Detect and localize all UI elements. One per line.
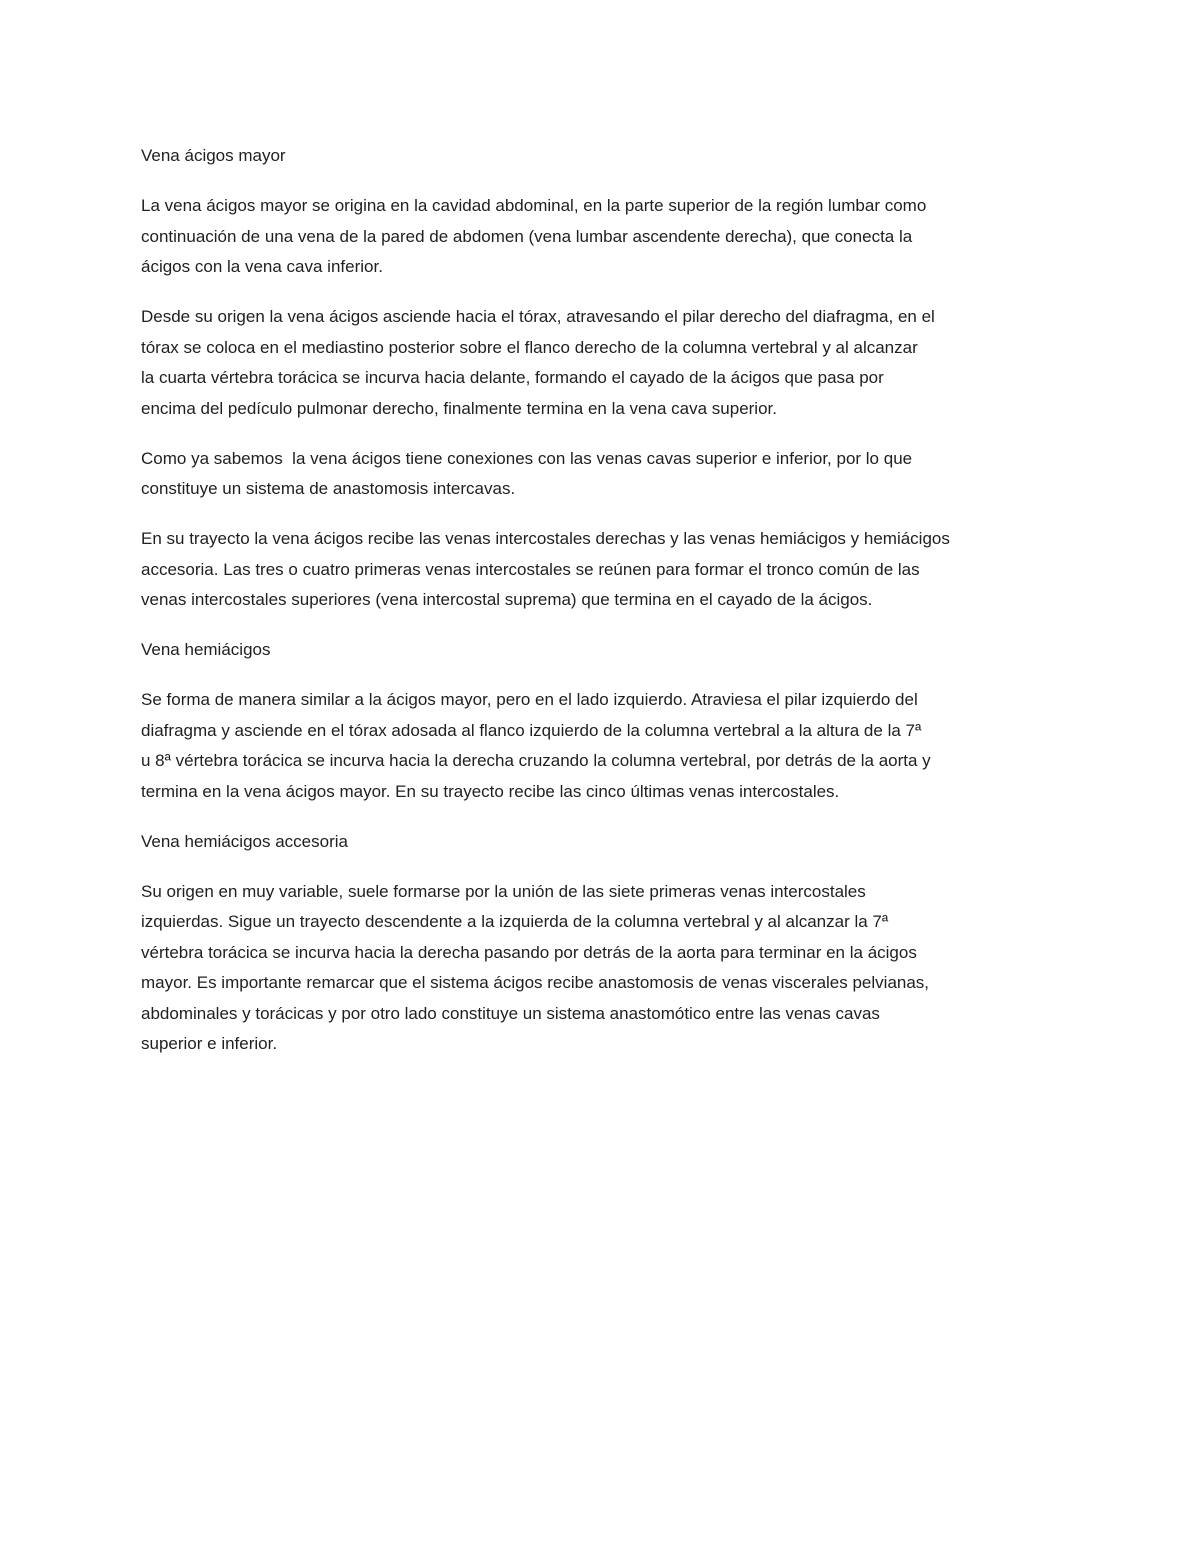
text-line: Se forma de manera similar a la ácigos mayor, pero en el lado izquierdo. Atraviesa el pilar izquierdo del bbox=[141, 690, 918, 709]
text-line: mayor. Es importante remarcar que el sistema ácigos recibe anastomosis de venas viscerales pelvianas, bbox=[141, 973, 930, 992]
text-line: superior e inferior. bbox=[141, 1034, 278, 1053]
section-heading-hemiacigos bbox=[141, 635, 1066, 666]
text-line: La vena ácigos mayor se origina en la cavidad abdominal, en la parte superior de la región lumbar como bbox=[141, 196, 927, 215]
text-line: En su trayecto la vena ácigos recibe las venas intercostales derechas y las venas hemiácigos y hemiácigos bbox=[141, 529, 950, 548]
paragraph-hemiacigos-accesoria bbox=[141, 877, 1066, 1060]
paragraph-conexiones bbox=[141, 444, 1066, 505]
text-line: accesoria. Las tres o cuatro primeras venas intercostales se reúnen para formar el tronco común de las bbox=[141, 559, 920, 579]
heading-text: Vena hemiácigos accesoria bbox=[141, 831, 348, 851]
document-body bbox=[141, 141, 1066, 1079]
paragraph-hemiacigos bbox=[141, 685, 1066, 807]
text-line: Como ya sabemos la vena ácigos tiene conexiones con las venas cavas superior e inferior, por lo que bbox=[141, 448, 913, 468]
text-line: continuación de una vena de la pared de abdomen (vena lumbar ascendente derecha), que conecta la bbox=[141, 226, 913, 246]
text-line: la cuarta vértebra torácica se incurva hacia delante, formando el cayado de la ácigos que pasa por bbox=[141, 368, 884, 387]
text-line: encima del pedículo pulmonar derecho, finalmente termina en la vena cava superior. bbox=[141, 398, 777, 418]
paragraph-trayecto-torax bbox=[141, 302, 1066, 424]
text-line: Su origen en muy variable, suele formarse por la unión de las siete primeras venas intercostales bbox=[141, 881, 866, 901]
text-line: izquierdas. Sigue un trayecto descendente a la izquierda de la columna vertebral y al alcanzar la 7ª bbox=[141, 912, 889, 931]
text-line: venas intercostales superiores (vena intercostal suprema) que termina en el cayado de la ácigos. bbox=[141, 590, 873, 609]
text-line: abdominales y torácicas y por otro lado constituye un sistema anastomótico entre las venas cavas bbox=[141, 1003, 880, 1023]
text-line: ácigos con la vena cava inferior. bbox=[141, 257, 383, 276]
heading-text: Vena hemiácigos bbox=[141, 640, 271, 659]
text-line: tórax se coloca en el mediastino posterior sobre el flanco derecho de la columna vertebral y al alcanzar bbox=[141, 337, 918, 357]
paragraph-afluentes bbox=[141, 524, 1066, 616]
text-line: vértebra torácica se incurva hacia la derecha pasando por detrás de la aorta para terminar en la ácigos bbox=[141, 942, 917, 962]
section-heading-acigos-mayor bbox=[141, 141, 1066, 172]
text-line: u 8ª vértebra torácica se incurva hacia la derecha cruzando la columna vertebral, por detrás de la aorta y bbox=[141, 751, 931, 770]
paragraph-origen bbox=[141, 191, 1066, 283]
text-line: termina en la vena ácigos mayor. En su trayecto recibe las cinco últimas venas intercostales. bbox=[141, 781, 840, 801]
section-heading-hemiacigos-accesoria bbox=[141, 827, 1066, 858]
heading-text: Vena ácigos mayor bbox=[141, 146, 286, 165]
text-line: Desde su origen la vena ácigos asciende hacia el tórax, atravesando el pilar derecho del diafragma, en el bbox=[141, 307, 935, 326]
text-line: constituye un sistema de anastomosis intercavas. bbox=[141, 479, 516, 498]
text-line: diafragma y asciende en el tórax adosada al flanco izquierdo de la columna vertebral a la altura de la 7ª bbox=[141, 720, 922, 740]
